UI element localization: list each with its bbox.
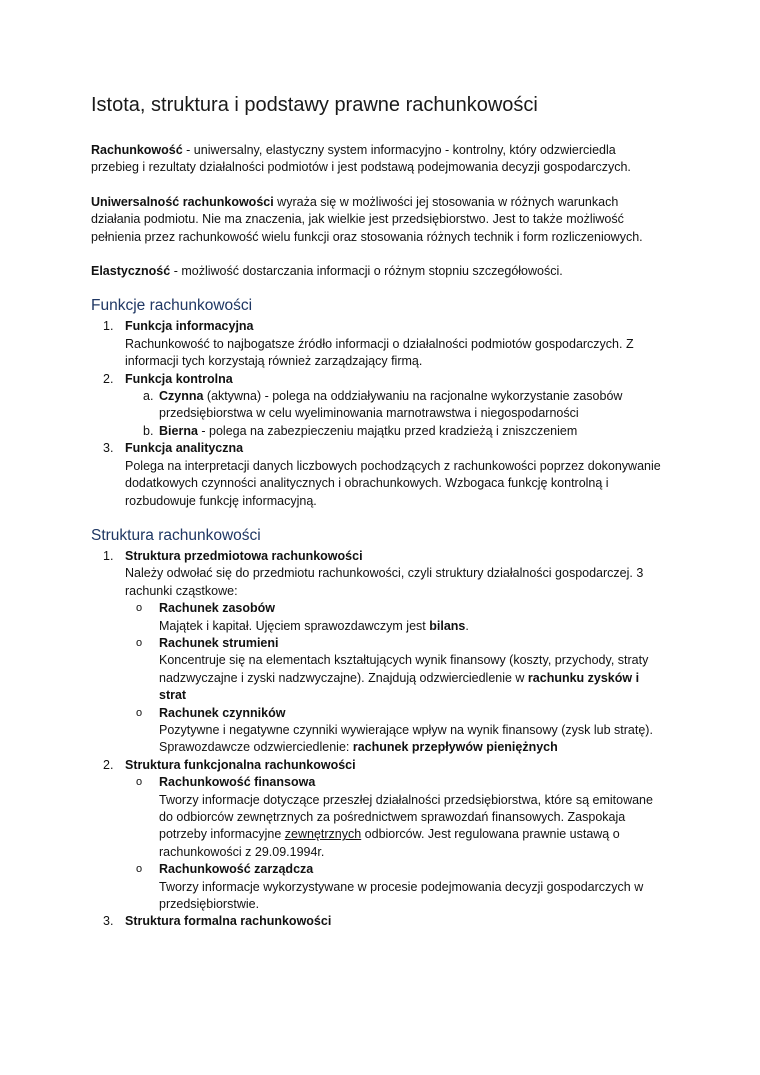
bullet-item-strumieni: o Rachunek strumieni Koncentruje się na elementach kształtujących wynik finansowy (koszty, przychody, straty nadzwyczajne i zyski nadzwyczajne). Znajdują odzwierciedlenie w rachunku zysków i strat: [136, 635, 649, 703]
list-number: 1.: [103, 319, 114, 334]
bullet-item-zarzadcza: o Rachunkowość zarządcza Tworzy informacje wykorzystywane w procesie podejmowania decyzji gospodarczych w przedsiębiorstwie.: [136, 862, 644, 912]
function-item-informacyjna: [91, 318, 664, 370]
list-item-text: Polega na interpretacji danych liczbowych pochodzących z rachunkowości poprzez dokonywanie dodatkowych czynności analitycznych i obrachunkowych. Wzbogaca funkcję kontrolną i rozbudowuje funkcję informacyjną.: [125, 458, 661, 508]
intro-definition: Rachunkowość - uniwersalny, elastyczny system informacyjno - kontrolny, który odzwierciedla przebieg i rezultaty działalności podmiotów i jest podstawą podejmowania decyzji gospodarczych.: [91, 143, 631, 175]
bullet-icon: o: [136, 636, 143, 649]
section-heading-structure: Struktura rachunkowości: [91, 526, 261, 544]
function-item-analityczna: [91, 440, 664, 510]
structure-item-formalna: [91, 913, 664, 930]
bullet-icon: o: [136, 863, 143, 876]
bullet-icon: o: [136, 706, 143, 719]
intro-flexibility: Elastyczność - możliwość dostarczania informacji o różnym stopniu szczegółowości.: [91, 264, 563, 279]
list-number: 2.: [103, 757, 114, 772]
intro-universality: Uniwersalność rachunkowości wyraża się w możliwości jej stosowania w różnych warunkach działania podmiotu. Nie ma znaczenia, jak wielkie jest przedsiębiorstwo. Jest to także możliwość pełnienia przez rachunkowość wielu funkcji oraz stosowania różnych technik i form rozliczeniowych.: [91, 194, 643, 244]
list-item-title: Funkcja informacyjna: [125, 319, 254, 334]
list-item-title: Struktura formalna rachunkowości: [125, 914, 332, 929]
list-number: 3.: [103, 441, 114, 456]
list-number: 2.: [103, 371, 114, 386]
bullet-icon: o: [136, 602, 143, 615]
term-elastycznosc: Elastyczność: [91, 264, 171, 279]
list-item-title: Struktura przedmiotowa rachunkowości: [125, 548, 363, 563]
bullet-item-finansowa: o Rachunkowość finansowa Tworzy informacje dotyczące przeszłej działalności przedsiębiorstwa, które są emitowane do odbiorców zewnętrznych za pośrednictwem sprawozdań finansowych. Zaspokaja potrzeby informacyjne zewnętrznych odbiorców. Jest regulowana prawnie ustawą o rachunkowości z 29.09.1994r.: [136, 775, 653, 859]
list-number: 1.: [103, 548, 114, 563]
structure-item-przedmiotowa: [91, 548, 664, 757]
list-item-title: Funkcja analityczna: [125, 441, 244, 456]
bullet-item-czynnikow: o Rachunek czynników Pozytywne i negatywne czynniki wywierające wpływ na wynik finansowy (zysk lub stratę). Sprawozdawcze odzwierciedlenie: rachunek przepływów pieniężnych: [136, 705, 653, 755]
term-uniwersalnosc: Uniwersalność rachunkowości: [91, 194, 274, 209]
list-item-text: Należy odwołać się do przedmiotu rachunkowości, czyli struktury działalności gospodarczej. 3 rachunki cząstkowe:: [125, 566, 644, 598]
bullet-item-zasobow: o Rachunek zasobów Majątek i kapitał. Ujęciem sprawozdawczym jest bilans.: [136, 601, 469, 633]
sub-item-bierna: b. Bierna - polega na zabezpieczeniu majątku przed kradzieżą i zniszczeniem: [125, 423, 664, 440]
page-title: Istota, struktura i podstawy prawne rachunkowości: [91, 94, 538, 116]
list-item-text: Rachunkowość to najbogatsze źródło informacji o działalności podmiotów gospodarczych. Z informacji tych korzystają również zarządzający firmą.: [125, 336, 634, 369]
list-item-title: Funkcja kontrolna: [125, 371, 233, 386]
sub-letter: a.: [143, 389, 154, 404]
function-item-kontrolna: [91, 371, 664, 441]
structure-item-funkcjonalna: [91, 757, 664, 914]
sub-item-czynna: a. Czynna (aktywna) - polega na oddziaływaniu na racjonalne wykorzystanie zasobów przedsiębiorstwa w celu wyeliminowania marnotrawstwa i niegospodarności: [143, 389, 623, 421]
term-rachunkowosc: Rachunkowość: [91, 143, 183, 157]
sub-letter: b.: [143, 423, 154, 438]
list-item-title: Struktura funkcjonalna rachunkowości: [125, 757, 356, 772]
list-number: 3.: [103, 914, 114, 929]
bullet-icon: o: [136, 776, 143, 789]
section-heading-functions: Funkcje rachunkowości: [91, 297, 253, 315]
